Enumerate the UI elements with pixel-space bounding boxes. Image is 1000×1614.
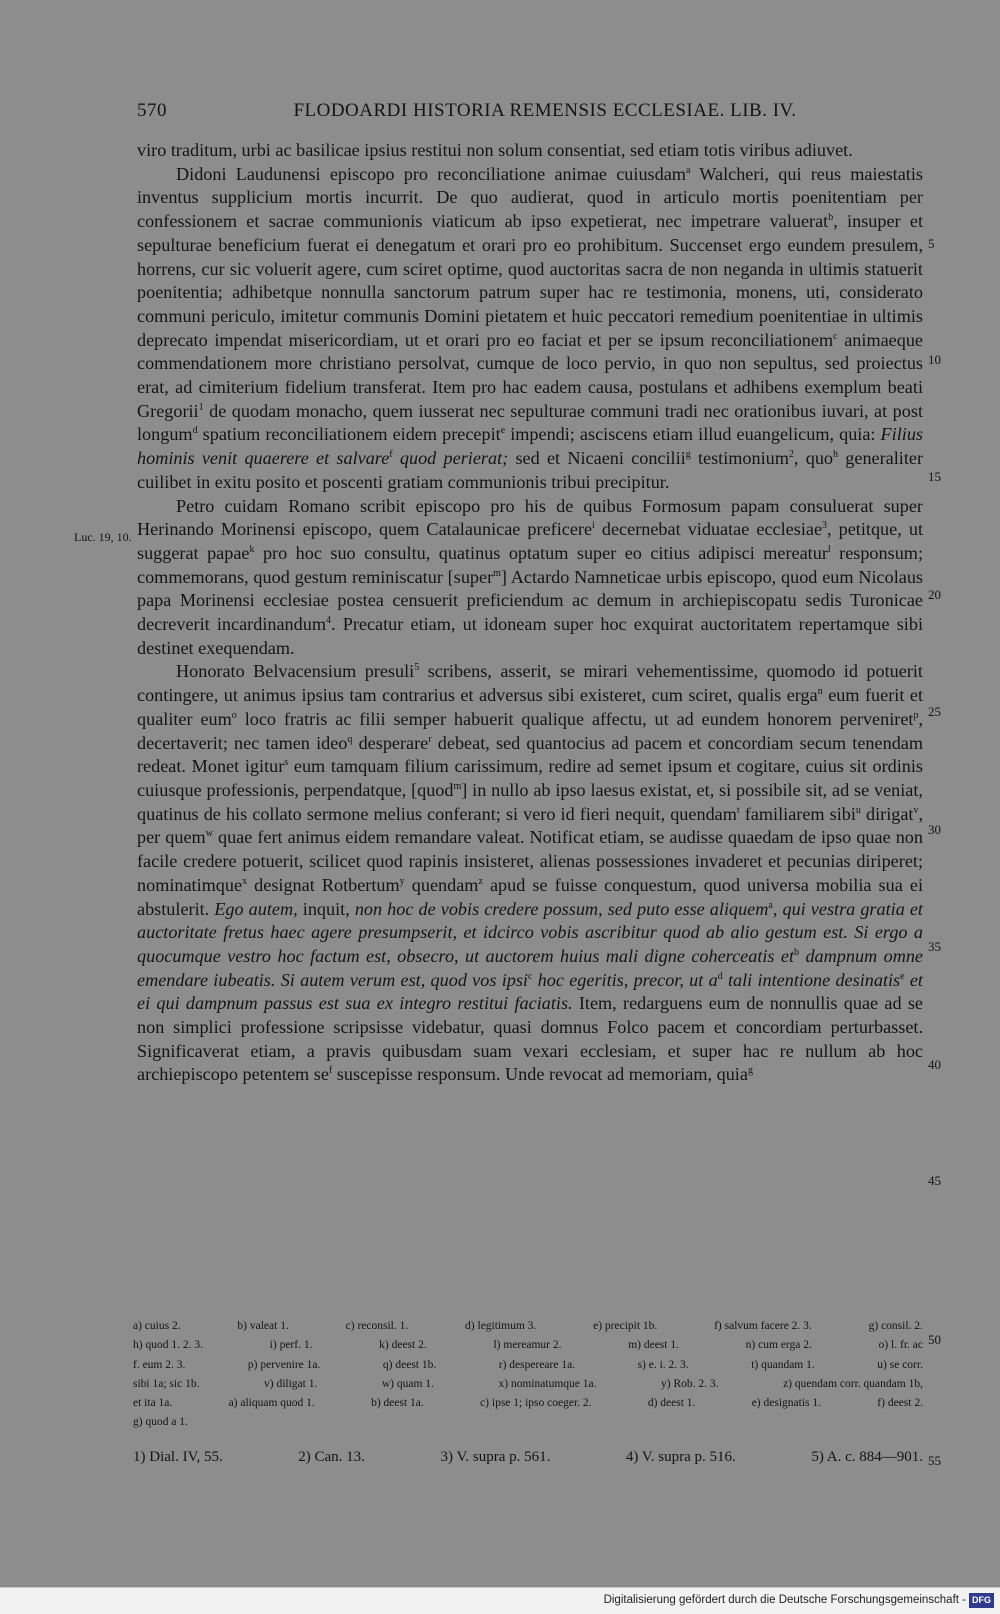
line-number: 10 [928, 352, 941, 367]
footnote: 3) V. supra p. 561. [440, 1449, 551, 1465]
line-number: 45 [928, 1173, 941, 1188]
line-number: 55 [928, 1453, 941, 1468]
line-number: 40 [928, 1057, 941, 1072]
line-number: 25 [928, 704, 941, 719]
footnote: 5) A. c. 884—901. [811, 1449, 923, 1465]
funding-notice: Digitalisierung gefördert durch die Deutsche Forschungsgemeinschaft - [603, 1594, 966, 1606]
apparatus-row: g) quod a 1. [133, 1416, 188, 1429]
main-text [137, 139, 923, 1087]
footnotes [133, 1449, 923, 1466]
footnote: 2) Can. 13. [298, 1449, 365, 1465]
apparatus-row: h) quod 1. 2. 3. i) perf. 1. k) deest 2. l) mereamur 2. m) deest 1. n) cum erga 2. o) l. fr. ac [133, 1339, 923, 1352]
paragraph: viro traditum, urbi ac basilicae ipsius restitui non solum consentiat, sed etiam totis viribus adiuvet. [137, 140, 853, 160]
line-number: 30 [928, 822, 941, 837]
apparatus-row: sibi 1a; sic 1b. v) diligat 1. w) quam 1. x) nominatumque 1a. y) Rob. 2. 3. z) quendam corr. quandam 1b, [133, 1377, 923, 1390]
running-title: FLODOARDI HISTORIA REMENSIS ECCLESIAE. LIB. IV. [293, 100, 797, 121]
line-number: 50 [928, 1332, 941, 1347]
margin-reference: Luc. 19, 10. [74, 530, 132, 544]
line-number: 20 [928, 587, 941, 602]
footnote: 1) Dial. IV, 55. [133, 1449, 223, 1465]
line-number: 35 [928, 939, 941, 954]
critical-apparatus [133, 1317, 923, 1433]
paragraph: Petro cuidam Romano scribit episcopo pro his de quibus Formosum papam consuluerat super Herinando Morinensi episcopo, quem Catalaunicae preficere$^i$ decernebat viduatae ecclesiae$^3$, petitque, ut suggerat papae$^k$ pro hoc suo consultu, quatinus optatum super eo citius adipisci mereatur$^l$ responsum; commemorans, quod gestum reminiscatur [super$^m$] Actardo Namneticae urbis episcopo, quod eum Nicolaus papa Morinensi ecclesiae postea censuerit preficiendum ac demum in archiepiscopatu sedis Turonicae decreverit incardinandum$^4$. Precatur etiam, ut idoneam super hoc exquirat auctoritatem repertamque sibi destinet exequendam. [137, 495, 924, 658]
page-header [137, 100, 923, 122]
apparatus-row: f. eum 2. 3. p) pervenire 1a. q) deest 1b. r) despereare 1a. s) e. i. 2. 3. t) quandam 1. u) se corr. [133, 1358, 923, 1371]
funding-footer [0, 1587, 1000, 1614]
apparatus-row: et ita 1a. a) aliquam quod 1. b) deest 1a. c) ipse 1; ipso coeger. 2. d) deest 1. e) designatis 1. f) deest 2. [133, 1397, 923, 1410]
apparatus-row: a) cuius 2. b) valeat 1. c) reconsil. 1. d) legitimum 3. e) precipit 1b. f) salvum facere 2. 3. g) consil. 2. [133, 1320, 923, 1332]
paragraph: Didoni Laudunensi episcopo pro reconciliatione animae cuiusdam$^a$ Walcheri, qui reus maiestatis inventus supplicium mortis incurrit. De quo audierat, quod in articulo mortis poenitentiam per confessionem et sacrae communionis viaticum ab ipso expetierat, nec impetrare valuerat$^b$, insuper et sepulturae beneficium fuerat ei denegatum et orari pro eo prohibitum. Succenset ergo eundem presulem, horrens, cur sic voluerit agere, cum sciret optime, quod auctoritas sacra de non neganda in ultimis statuerit poenitentia; adhibetque nonnulla sanctorum patrum super hac re testimonia, monens, uti, considerato communi periculo, imitetur communis Domini pietatem et huic peccatori remedium poenitentiae in ultimis deprecato impendat misericordiam, ut et orari pro eo faciat et per se ipsum reconciliationem$^c$ animaeque commendationem more christiano persolvat, cumque de loco pervio, in quo non sepultus, sed proiectus erat, ad cimiterium fidelium transferat. Item pro hac eadem causa, postulans et adhibens exemplum beati Gregorii$^1$ de quodam monacho, quem iusserat nec sepulturae communi tradi nec orationibus iuvari, at post longum$^d$ spatium reconciliationem eidem precepit$^e$ impendi; asciscens etiam illud euangelicum, quia: Filius hominis venit quaerere et salvare$^f$ quod perierat; sed et Nicaeni concilii$^g$ testimonium$^2$, quo$^h$ generaliter cuilibet in exitu posito et poscenti gratiam communionis tribui precipitur. [137, 163, 924, 492]
dfg-logo-icon[interactable]: DFG [969, 1593, 994, 1608]
paragraph: Honorato Belvacensium presuli$^5$ scribens, asserit, se mirari vehementissime, quomodo id potuerit contingere, ut animus ipsius tam contrarius et adversus sibi existeret, cum sciret, qualis erga$^n$ eum fuerit et qualiter eum$^o$ loco fratris ac filii semper habuerit qualique affectu, ut ad eundem honorem perveniret$^p$, decertaverit; nec tamen ideo$^q$ desperare$^r$ debeat, sed quantocius ad pacem et concordiam secum tenendam redeat. Monet igitur$^s$ eum tamquam filium carissimum, redire ad semet ipsum et cogitare, cuius sit ordinis cuiusque professionis, perpendatque, [quod$^m$] in nullo ab ipso laesus existat, et, si possibile sit, ad se veniat, quatinus de his collato sermone melius conferant; si vero id fieri nequit, quendam$^t$ familiarem sibi$^u$ dirigat$^v$, per quem$^w$ quae fert animus eidem remandare valeat. Notificat etiam, se audisse quaedam de ipso quae non facile credere potuerit, scilicet quod rapinis insisteret, alienas possessiones invaderet et pecunias diriperet; nominatimque$^x$ designat Rotbertum$^y$ quendam$^z$ apud se fuisse conquestum, quod universa mobilia sua ei abstulerit. Ego autem, inquit, non hoc de vobis credere possum, sed puto esse aliquem$^a$, qui vestra gratia et auctoritate fretus haec agere presumpserit, et idcirco vobis ascribitur quod ab alio gestum est. Si ergo a quocumque vestro hoc factum est, obsecro, ut auctorem huius mali digne coherceatis $et^b$ dampnum omne emendare iubeatis. Si autem verum est, quod vos ipsi$^c$ hoc egeritis, precor, ut $a^d$ tali intentione desinatis$^e$ et ei qui dampnum passus est sua ex integro restitui faciatis. Item, redarguens eum de nonnullis quae ad se non simplici professione scripsisse videbatur, quasi domnus Folco pacem et concordiam perturbasset. Significaverat etiam, a pravis quibusdam suam vexari ecclesiam, et super hac re nullum ab hoc archiepiscopo petentem $se^f$ suscepisse responsum. Unde revocat ad memoriam, quia$^g$ [137, 661, 924, 1085]
line-number: 5 [928, 236, 935, 251]
page-number: 570 [137, 100, 167, 121]
footnote: 4) V. supra p. 516. [625, 1449, 736, 1465]
line-number: 15 [928, 469, 941, 484]
